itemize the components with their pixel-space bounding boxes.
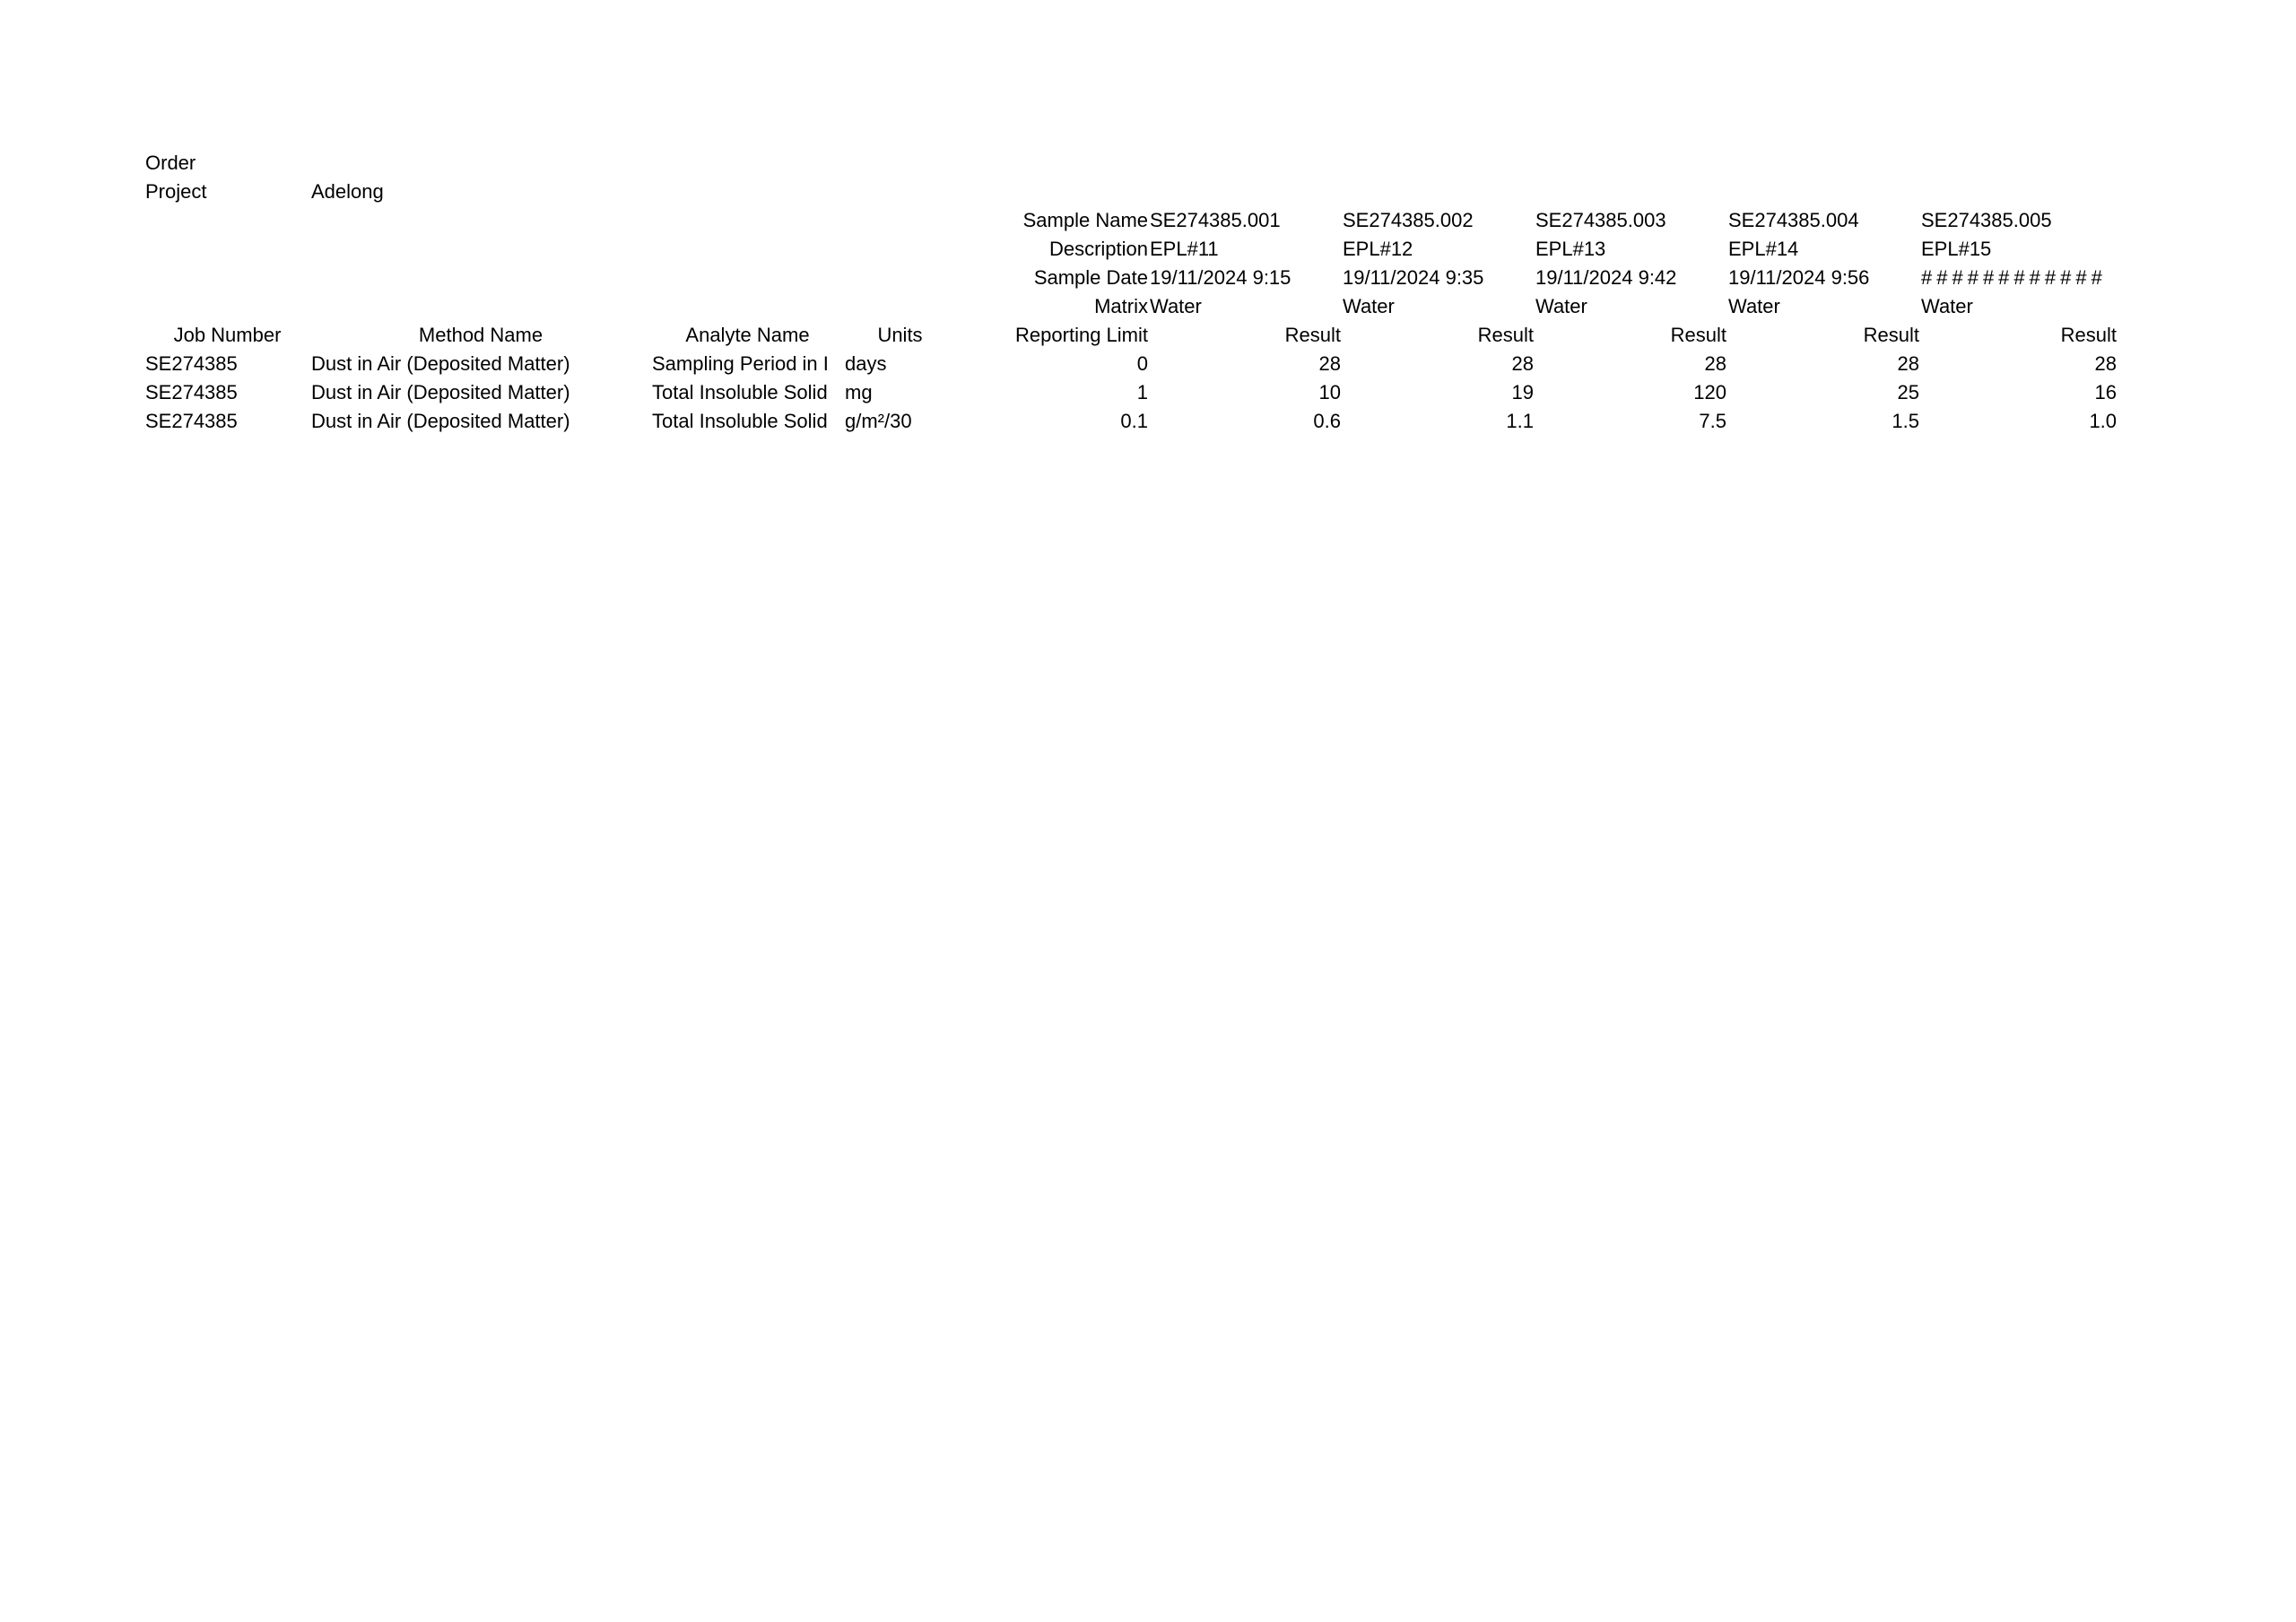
- result-cell: 0.6: [1313, 410, 1341, 432]
- analyte-name-header: Analyte Name: [685, 324, 810, 346]
- project-value: Adelong: [311, 180, 384, 203]
- matrix-row: [144, 292, 2117, 321]
- table-row: [144, 350, 2117, 378]
- analyte-name-cell: Sampling Period in I: [652, 352, 829, 375]
- matrix-value: Water: [1150, 295, 1202, 317]
- result-cell: 7.5: [1699, 410, 1726, 432]
- matrix-value: Water: [1535, 295, 1587, 317]
- result-cell: 19: [1511, 381, 1534, 403]
- project-row-filler: [650, 178, 2117, 206]
- result-cell: 25: [1897, 381, 1919, 403]
- result-cell: 10: [1318, 381, 1341, 403]
- method-name-cell: Dust in Air (Deposited Matter): [311, 410, 570, 432]
- units-header: Units: [877, 324, 923, 346]
- result-cell: 16: [2094, 381, 2118, 403]
- result-header: Result: [1477, 324, 1534, 346]
- reporting-limit-cell: 0.1: [1120, 410, 1148, 432]
- method-name-cell: Dust in Air (Deposited Matter): [311, 352, 570, 375]
- job-number-header: Job Number: [173, 324, 282, 346]
- result-cell: 1.5: [1892, 410, 1919, 432]
- result-header: Result: [2060, 324, 2118, 346]
- sample-name-value: SE274385.005: [1921, 209, 2052, 231]
- sample-name-row: [144, 206, 2117, 235]
- description-value: EPL#15: [1921, 238, 1992, 260]
- project-label: Project: [145, 180, 207, 203]
- sample-name-value: SE274385.004: [1728, 209, 1859, 231]
- lab-results-sheet: [144, 149, 2117, 436]
- sample-date-value: 19/11/2024 9:42: [1535, 266, 1677, 289]
- sample-name-value: SE274385.001: [1150, 209, 1281, 231]
- reporting-limit-cell: 1: [1136, 381, 1148, 403]
- project-row: [144, 178, 2117, 206]
- order-label: Order: [145, 152, 196, 174]
- table-row: [144, 407, 2117, 436]
- units-cell: g/m²/30: [845, 410, 912, 432]
- sample-date-row: [144, 264, 2117, 292]
- method-name-header: Method Name: [418, 324, 544, 346]
- units-cell: days: [845, 352, 887, 375]
- matrix-value: Water: [1921, 295, 1973, 317]
- description-value: EPL#13: [1535, 238, 1606, 260]
- sample-date-label: Sample Date: [1033, 266, 1148, 289]
- reporting-limit-header: Reporting Limit: [1015, 324, 1148, 346]
- result-cell: 1.1: [1506, 410, 1534, 432]
- result-header: Result: [1284, 324, 1341, 346]
- table-row: [144, 378, 2117, 407]
- description-row: [144, 235, 2117, 264]
- sample-name-label: Sample Name: [1022, 209, 1148, 231]
- order-value-empty: [309, 149, 2117, 178]
- result-cell: 28: [2094, 352, 2118, 375]
- result-cell: 1.0: [2089, 410, 2118, 432]
- matrix-value: Water: [1728, 295, 1780, 317]
- results-header-row: [144, 321, 2117, 350]
- sample-date-value: 19/11/2024 9:35: [1343, 266, 1484, 289]
- result-header: Result: [1670, 324, 1726, 346]
- sample-date-value: 19/11/2024 9:56: [1728, 266, 1870, 289]
- result-cell: 28: [1704, 352, 1726, 375]
- reporting-limit-cell: 0: [1136, 352, 1148, 375]
- sample-name-value: SE274385.003: [1535, 209, 1666, 231]
- job-number-cell: SE274385: [145, 381, 238, 403]
- description-label: Description: [1048, 238, 1148, 260]
- description-value: EPL#11: [1150, 238, 1219, 260]
- result-header: Result: [1863, 324, 1919, 346]
- matrix-value: Water: [1343, 295, 1395, 317]
- sample-date-overflow-value: ############: [1921, 266, 2107, 289]
- result-cell: 28: [1511, 352, 1534, 375]
- matrix-label: Matrix: [1094, 295, 1148, 317]
- method-name-cell: Dust in Air (Deposited Matter): [311, 381, 570, 403]
- units-cell: mg: [845, 381, 873, 403]
- description-value: EPL#14: [1728, 238, 1799, 260]
- description-value: EPL#12: [1343, 238, 1413, 260]
- sample-date-value: 19/11/2024 9:15: [1150, 266, 1292, 289]
- analyte-name-cell: Total Insoluble Solid: [652, 410, 828, 432]
- job-number-cell: SE274385: [145, 410, 238, 432]
- result-cell: 28: [1897, 352, 1919, 375]
- job-number-cell: SE274385: [145, 352, 238, 375]
- result-cell: 120: [1693, 381, 1726, 403]
- result-cell: 28: [1318, 352, 1341, 375]
- analyte-name-cell: Total Insoluble Solid: [652, 381, 828, 403]
- sample-name-value: SE274385.002: [1343, 209, 1474, 231]
- order-row: [144, 149, 2117, 178]
